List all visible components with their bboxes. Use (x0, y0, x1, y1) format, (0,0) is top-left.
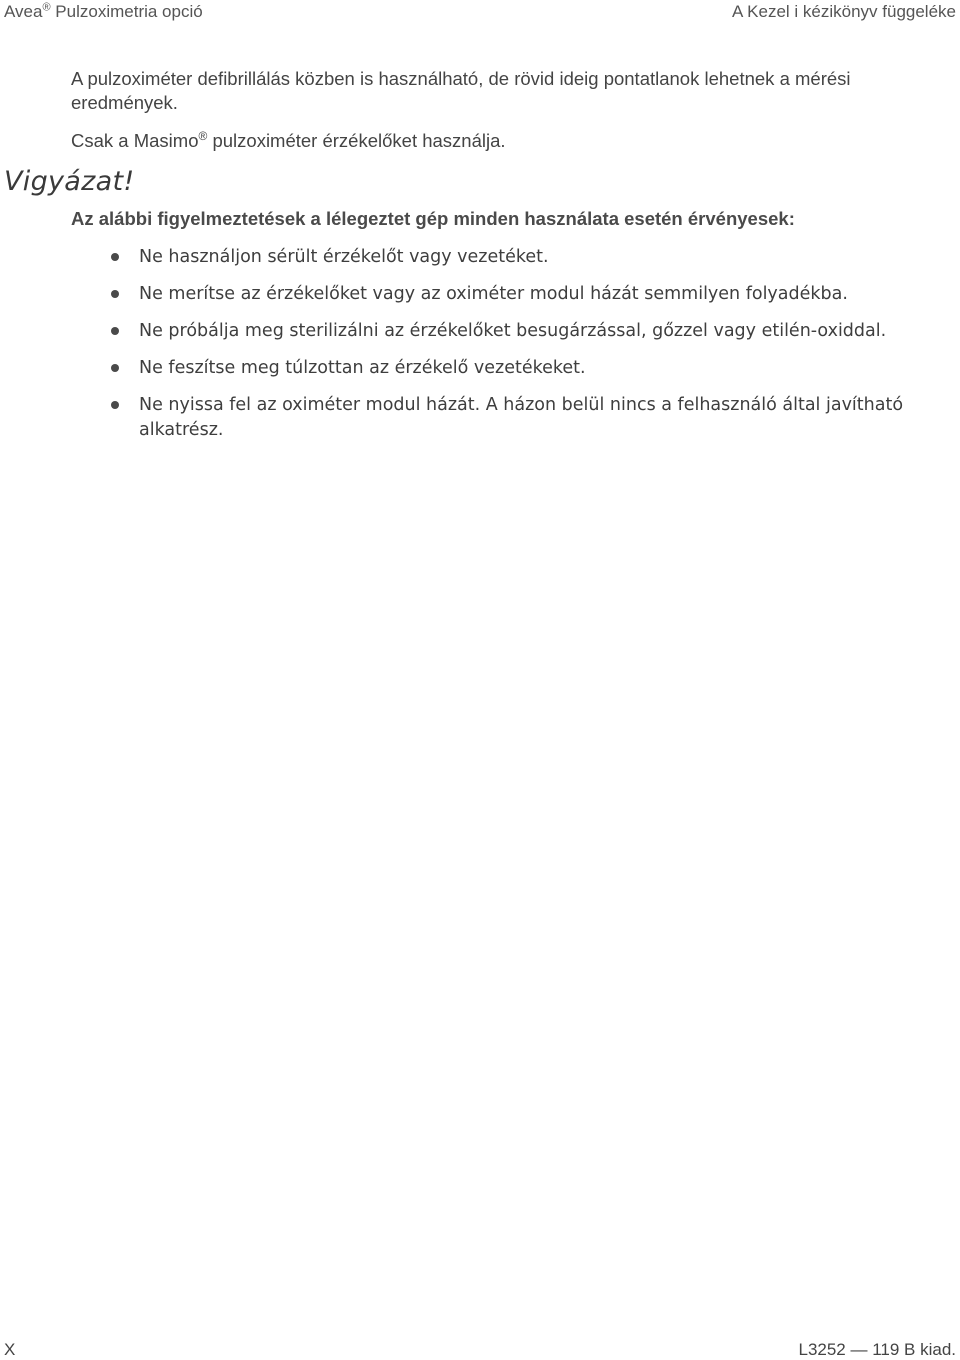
caution-item (111, 393, 931, 443)
masimo-registered-mark: ® (198, 128, 208, 143)
caution-intro: Az alábbi figyelmeztetések a lélegeztet gép minden használata esetén érvényesek: (71, 208, 795, 229)
bullet-dot-icon (111, 327, 119, 335)
bullet-dot-icon (111, 290, 119, 298)
page-number: X (4, 1340, 16, 1359)
caution-item-text: Ne merítse az érzékelőket vagy az oximéter modul házát semmilyen folyadékba. (139, 284, 848, 304)
caution-item-text: Ne nyissa fel az oximéter modul házát. A házon belül nincs a felhasználó által javítható alkatrész. (139, 395, 904, 440)
bullet-dot-icon (111, 253, 119, 261)
masimo-note-end: pulzoximéter érzékelőket használja. (207, 130, 506, 151)
caution-item (111, 319, 931, 344)
caution-item (111, 356, 931, 381)
caution-list (111, 245, 931, 455)
bullet-dot-icon (111, 364, 119, 372)
masimo-note-start: Csak a Masimo (71, 130, 199, 151)
running-header-left (4, 2, 203, 22)
caution-item-text: Ne próbálja meg sterilizálni az érzékelőket besugárzással, gőzzel vagy etilén-oxiddal. (139, 321, 887, 341)
masimo-sensor-note (71, 129, 931, 153)
caution-item-text: Ne feszítse meg túlzottan az érzékelő vezetékeket. (139, 358, 586, 378)
registered-mark: ® (42, 1, 51, 14)
product-name: Avea (4, 2, 43, 21)
document-id: L3252 — 119 B kiad. (798, 1340, 956, 1359)
caution-item-text: Ne használjon sérült érzékelőt vagy vezetéket. (139, 247, 549, 267)
bullet-dot-icon (111, 401, 119, 409)
caution-item (111, 282, 931, 307)
defibrillation-note: A pulzoximéter defibrillálás közben is használható, de rövid ideig pontatlanok lehetnek a mérési eredmények. (71, 68, 851, 113)
caution-heading: Vigyázat! (4, 166, 135, 197)
running-header-right: A Kezel i kézikönyv függeléke (732, 2, 956, 21)
section-name: Pulzoximetria opció (55, 2, 203, 21)
caution-item (111, 245, 931, 270)
